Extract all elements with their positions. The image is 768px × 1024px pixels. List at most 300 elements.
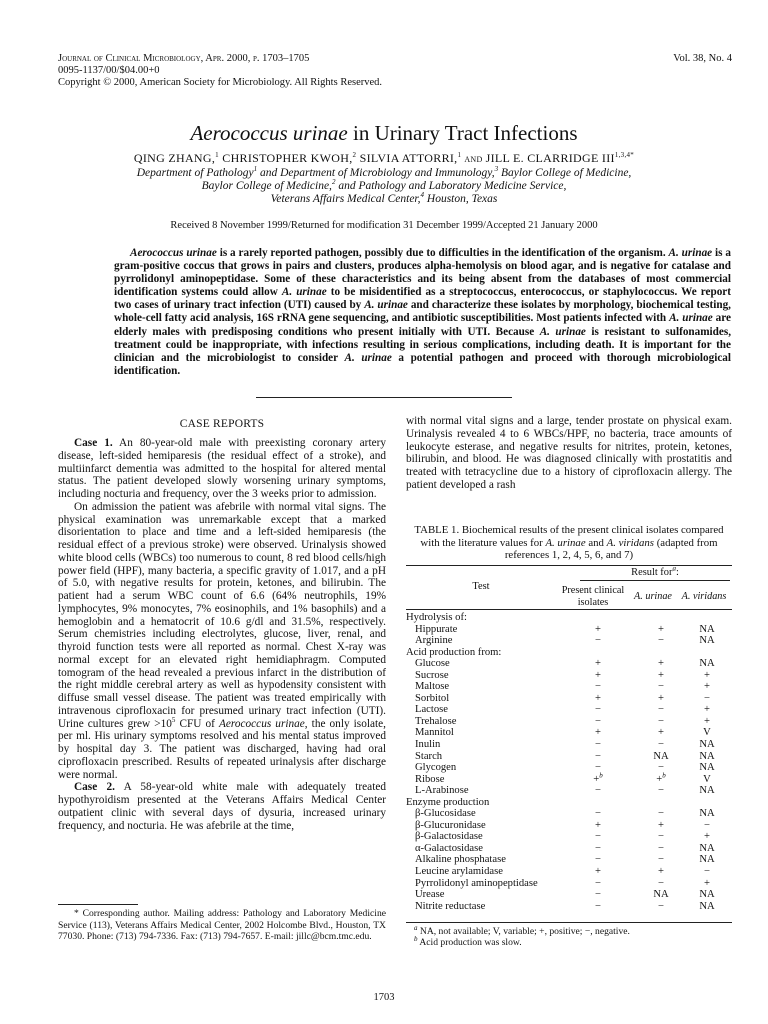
cell-viridans	[682, 878, 732, 890]
cell-urinae	[640, 739, 682, 751]
case-2-label: Case 2.	[74, 781, 115, 794]
cell-test	[406, 670, 556, 682]
affil-sup-4: 4	[420, 191, 425, 200]
cell-test-value: β-Glucosidase	[415, 808, 476, 820]
table-top-rule	[406, 565, 732, 566]
table-row	[406, 751, 732, 763]
cell-present-value: −	[595, 808, 601, 820]
cell-footnote-mark: b	[599, 771, 603, 780]
cell-test	[406, 820, 556, 832]
note-b-mark: b	[414, 934, 418, 943]
cell-urinae-value: +	[658, 727, 664, 739]
table-header-rule	[406, 609, 732, 610]
affil-va: Veterans Affairs Medical Center,	[270, 193, 421, 205]
cell-present	[556, 727, 640, 739]
cell-viridans	[682, 612, 732, 624]
table-group-row	[406, 797, 732, 809]
cell-urinae-value: −	[658, 877, 664, 889]
result-for-note: a	[672, 564, 676, 573]
cell-urinae-value: −	[658, 715, 664, 727]
cell-viridans	[682, 751, 732, 763]
article-title	[0, 121, 768, 146]
cell-urinae	[640, 670, 682, 682]
affil-location: Houston, Texas	[424, 193, 498, 205]
cell-present	[556, 624, 640, 636]
table-row	[406, 635, 732, 647]
abstract-text: is a gram-positive coccus that grows in pairs and clusters, produces alpha-hemolysis on blood agar, and is negative for catalase and pyrrolidonyl aminopeptidase. Some of these characteristics and its being absent from the databases of most commercial identification systems could allow	[114, 247, 731, 299]
table-footnotes	[414, 923, 732, 948]
cell-urinae	[640, 716, 682, 728]
author-2-affil: 2	[352, 151, 357, 159]
author-1-affil: 1	[215, 151, 219, 159]
cell-test-value: Acid production from:	[406, 646, 502, 658]
table-row	[406, 624, 732, 636]
cell-urinae	[640, 693, 682, 705]
cell-urinae	[640, 635, 682, 647]
cell-viridans	[682, 693, 732, 705]
cell-viridans-value: V	[703, 727, 711, 739]
affil-sup-3: 3	[494, 165, 499, 174]
received-dates: Received 8 November 1999/Returned for modification 31 December 1999/Accepted 21 January 2000	[170, 220, 598, 231]
author-and: and	[461, 153, 486, 165]
left-column-text	[58, 437, 386, 832]
journal-line: Journal of Clinical Microbiology, Apr. 2000, p. 1703–1705	[58, 53, 310, 64]
cell-urinae-value: −	[658, 842, 664, 854]
cell-present-value: −	[595, 739, 601, 751]
cell-viridans-value: −	[704, 819, 710, 831]
abstract-organism: A. urinae	[344, 351, 392, 364]
result-for-colon: :	[675, 567, 679, 578]
cell-urinae-value: −	[658, 681, 664, 693]
table-row	[406, 831, 732, 843]
cell-present	[556, 739, 640, 751]
cell-viridans	[682, 889, 732, 901]
col-header-urinae: A. urinae	[634, 591, 672, 602]
cell-test	[406, 808, 556, 820]
journal-citation	[58, 53, 309, 65]
result-for-rule	[580, 580, 730, 581]
caption-text: and	[585, 536, 607, 549]
col-header-test: Test	[472, 581, 490, 592]
table-row	[406, 681, 732, 693]
author-4: JILL E. CLARRIDGE III	[485, 151, 615, 165]
cell-test	[406, 866, 556, 878]
cell-present-value: −	[595, 854, 601, 866]
cell-viridans-value: NA	[699, 658, 715, 670]
cell-test-value: Glycogen	[415, 762, 457, 774]
cell-viridans-value: NA	[699, 889, 715, 901]
cell-viridans-value: +	[704, 669, 710, 681]
cell-viridans	[682, 785, 732, 797]
cell-present	[556, 843, 640, 855]
cell-urinae	[640, 808, 682, 820]
cell-present	[556, 670, 640, 682]
case-1-paragraph	[58, 437, 386, 501]
title-rest: in Urinary Tract Infections	[347, 121, 578, 145]
abstract-organism: A. urinae	[364, 299, 408, 312]
table-row	[406, 762, 732, 774]
cell-test-value: Starch	[415, 750, 443, 762]
case-2-continued: with normal vital signs and a large, tender prostate on physical exam. Urinalysis revealed 4 to 6 WBCs/HPF, no bacteria, trace amounts of leukocyte esterase, and negative results for nitrites, protein, ketones, bilirubin, and blood. He was diagnosed clinically with prostatitis and treated with tetracycline due to a history of ciprofloxacin allergy. The patient developed a rash	[406, 415, 732, 491]
case-2-paragraph	[58, 781, 386, 832]
cell-urinae	[640, 901, 682, 913]
cell-test	[406, 704, 556, 716]
cell-test-value: Leucine arylamidase	[415, 866, 503, 878]
cell-present	[556, 866, 640, 878]
affil-baylor-2: Baylor College of Medicine,	[201, 180, 332, 192]
cell-present-value: +	[593, 773, 600, 785]
author-3-affil: 1	[457, 151, 462, 159]
cell-present	[556, 635, 640, 647]
cell-present	[556, 889, 640, 901]
cell-urinae	[640, 771, 682, 786]
table-note-b	[414, 934, 732, 949]
author-list	[0, 151, 768, 166]
cell-present-value: −	[595, 877, 601, 889]
abstract-text: is resistant to sulfonamides, treatment could be inappropriate, with infections resulting in serious complications, including death. It is important for the clinician and the microbiologist to consider	[114, 325, 732, 364]
cell-present	[556, 771, 640, 786]
author-3: SILVIA ATTORRI,	[356, 151, 458, 165]
cell-test-value: β-Glucuronidase	[415, 819, 486, 831]
cell-test	[406, 843, 556, 855]
cell-present	[556, 681, 640, 693]
admission-text: CFU of	[175, 717, 219, 730]
cell-present	[556, 808, 640, 820]
affiliation-line-2	[0, 180, 768, 193]
cell-viridans-value: −	[704, 692, 710, 704]
cell-present	[556, 878, 640, 890]
section-heading: CASE REPORTS	[179, 418, 265, 430]
cell-viridans-value: +	[704, 831, 710, 843]
cell-test-value: Pyrrolidonyl aminopeptidase	[415, 877, 538, 889]
cell-present-value: −	[595, 889, 601, 901]
cell-urinae	[640, 866, 682, 878]
cell-urinae	[640, 681, 682, 693]
cell-urinae	[640, 843, 682, 855]
cell-urinae-value: −	[658, 831, 664, 843]
cell-viridans	[682, 774, 732, 786]
cell-present	[556, 797, 640, 809]
cell-urinae-value: −	[658, 635, 664, 647]
cell-urinae	[640, 647, 682, 659]
cell-test	[406, 831, 556, 843]
cell-urinae-value: +	[656, 773, 663, 785]
cell-viridans-value: +	[704, 715, 710, 727]
cell-urinae-value: −	[658, 900, 664, 912]
affiliations	[0, 167, 768, 206]
affil-microbiology: and Department of Microbiology and Immunology,	[257, 167, 495, 179]
table-row	[406, 878, 732, 890]
cell-viridans-value: NA	[699, 739, 715, 751]
cell-test	[406, 901, 556, 913]
cell-test-value: Mannitol	[415, 727, 454, 739]
cell-viridans-value: NA	[699, 854, 715, 866]
cell-test-value: Nitrite reductase	[415, 900, 486, 912]
cell-present-value: +	[595, 658, 601, 670]
cell-viridans	[682, 797, 732, 809]
cell-test-value: Urease	[415, 889, 445, 901]
cell-viridans-value: NA	[699, 808, 715, 820]
abstract	[114, 247, 731, 378]
cell-urinae-value: +	[658, 819, 664, 831]
cell-test	[406, 751, 556, 763]
cell-urinae	[640, 889, 682, 901]
cell-viridans	[682, 843, 732, 855]
author-4-affil: 1,3,4*	[614, 151, 635, 159]
cell-present-value: +	[595, 623, 601, 635]
page-number: 1703	[373, 992, 395, 1003]
table-row	[406, 808, 732, 820]
cell-urinae-value: −	[658, 704, 664, 716]
note-a-text: NA, not available; V, variable; +, positive; −, negative.	[417, 926, 630, 937]
cell-test	[406, 727, 556, 739]
table-row	[406, 716, 732, 728]
cell-urinae-value: −	[658, 854, 664, 866]
cell-present-value: −	[595, 704, 601, 716]
table-body	[406, 612, 732, 912]
cell-viridans	[682, 647, 732, 659]
caption-text: (adapted from references 1, 2, 4, 5, 6, and 7)	[504, 536, 718, 562]
admission-paragraph	[58, 501, 386, 782]
cell-present	[556, 612, 640, 624]
cell-viridans	[682, 820, 732, 832]
cell-viridans	[682, 670, 732, 682]
cell-viridans	[682, 727, 732, 739]
cell-present-value: −	[595, 635, 601, 647]
table-bottom-rule	[406, 922, 732, 923]
affil-sup-2: 2	[331, 178, 336, 187]
table-row	[406, 889, 732, 901]
cell-viridans	[682, 658, 732, 670]
cell-viridans	[682, 808, 732, 820]
section-divider	[256, 397, 512, 398]
cell-urinae	[640, 658, 682, 670]
cell-present-value: +	[595, 669, 601, 681]
cell-test-value: Arginine	[415, 635, 453, 647]
cell-viridans	[682, 866, 732, 878]
cell-urinae	[640, 751, 682, 763]
table-row	[406, 854, 732, 866]
cell-test	[406, 889, 556, 901]
cell-urinae	[640, 612, 682, 624]
table-row	[406, 843, 732, 855]
cell-urinae	[640, 785, 682, 797]
table-group-row	[406, 612, 732, 624]
cell-test-value: Hydrolysis of:	[406, 612, 467, 623]
abstract-text: and characterize these isolates by morphology, biochemical testing, whole-cell fatty acid analysis, 16S rRNA gene sequencing, and antibiotic susceptibilities. Most patients infected with	[114, 299, 731, 325]
caption-organism: A. urinae	[545, 536, 586, 549]
cell-urinae-value: +	[658, 623, 664, 635]
cell-viridans	[682, 901, 732, 913]
cell-viridans-value: NA	[699, 900, 715, 912]
abstract-text: are elderly males with predisposing conditions who present initially with UTI. Because	[114, 312, 731, 338]
cell-test-value: L-Arabinose	[415, 785, 469, 797]
cell-present	[556, 658, 640, 670]
table-row	[406, 785, 732, 797]
cell-urinae-value: −	[658, 739, 664, 751]
cell-urinae-value: −	[658, 785, 664, 797]
issn-code: 0095-1137/00/$04.00+0	[58, 65, 160, 76]
cell-test-value: Maltose	[415, 681, 450, 693]
cell-urinae-value: −	[658, 762, 664, 774]
cell-viridans-value: −	[704, 866, 710, 878]
cell-present	[556, 704, 640, 716]
cell-present	[556, 854, 640, 866]
title-organism: Aerococcus urinae	[190, 121, 348, 145]
affil-sup-1: 1	[253, 165, 258, 174]
table-row	[406, 901, 732, 913]
cell-test	[406, 658, 556, 670]
cell-present-value: +	[595, 819, 601, 831]
cell-test-value: α-Galactosidase	[415, 842, 483, 854]
cell-present-value: −	[595, 762, 601, 774]
author-2: CHRISTOPHER KWOH,	[218, 151, 353, 165]
cell-viridans	[682, 762, 732, 774]
table-row	[406, 866, 732, 878]
cell-present-value: +	[595, 727, 601, 739]
table-row	[406, 693, 732, 705]
cell-test	[406, 716, 556, 728]
cell-urinae-value: +	[658, 692, 664, 704]
cell-viridans	[682, 704, 732, 716]
cell-test-value: Glucose	[415, 658, 450, 670]
cell-viridans-value: NA	[699, 762, 715, 774]
cell-test-value: Hippurate	[415, 623, 458, 635]
cell-urinae	[640, 762, 682, 774]
right-column-text	[406, 415, 732, 492]
cell-urinae	[640, 727, 682, 739]
col-header-present: Present clinical isolates	[561, 585, 625, 608]
cell-viridans-value: NA	[699, 635, 715, 647]
cell-viridans-value: NA	[699, 785, 715, 797]
cell-viridans-value: NA	[699, 842, 715, 854]
caption-organism: A. viridans	[606, 536, 655, 549]
cell-urinae-value: NA	[653, 750, 669, 762]
cell-present	[556, 785, 640, 797]
cell-test	[406, 774, 556, 786]
cfu-exponent: 5	[171, 715, 176, 724]
cell-viridans	[682, 831, 732, 843]
cell-urinae-value: −	[658, 808, 664, 820]
caption-text: TABLE 1. Biochemical results of the present clinical isolates compared with the literature values for	[414, 524, 724, 549]
table-row	[406, 658, 732, 670]
cell-viridans	[682, 739, 732, 751]
cell-test-value: Sorbitol	[415, 692, 450, 704]
cell-test	[406, 762, 556, 774]
cell-present	[556, 901, 640, 913]
author-1: QING ZHANG,	[133, 151, 216, 165]
volume-issue: Vol. 38, No. 4	[673, 53, 732, 64]
cell-present	[556, 820, 640, 832]
cell-test	[406, 785, 556, 797]
cell-viridans-value: +	[704, 877, 710, 889]
cell-test-value: Lactose	[415, 704, 448, 716]
note-a-mark: a	[414, 923, 418, 932]
cell-viridans	[682, 624, 732, 636]
cell-viridans	[682, 681, 732, 693]
cell-test	[406, 693, 556, 705]
cell-urinae-value: +	[658, 866, 664, 878]
cell-urinae-value: +	[658, 658, 664, 670]
cell-present-value: −	[595, 900, 601, 912]
affil-plms: and Pathology and Laboratory Medicine Service,	[335, 180, 567, 192]
cell-test-value: Alkaline phosphatase	[415, 854, 506, 866]
table-row	[406, 820, 732, 832]
cell-test-value: β-Galactosidase	[415, 831, 483, 843]
cell-viridans-value: +	[704, 681, 710, 693]
cell-present-value: +	[595, 866, 601, 878]
cell-viridans-value: V	[703, 773, 711, 785]
cell-urinae	[640, 831, 682, 843]
cell-test	[406, 797, 556, 809]
abstract-organism: A. urinae	[668, 247, 713, 259]
cell-present-value: −	[595, 831, 601, 843]
affiliation-line-1	[0, 167, 768, 180]
corresponding-author-footnote: * Corresponding author. Mailing address: Pathology and Laboratory Medicine Service (113), Veterans Affairs Medical Center, 2002 Holcombe Blvd., Houston, TX 77030. Phone: (713) 794-7336. Fax: (713) 794-7657. E-mail: jillc@bcm.tmc.edu.	[58, 908, 386, 942]
affil-pathology: Department of Pathology	[136, 167, 254, 179]
cell-urinae	[640, 624, 682, 636]
cell-present	[556, 693, 640, 705]
cell-urinae	[640, 854, 682, 866]
col-header-viridans: A. viridans	[681, 591, 727, 602]
table-group-row	[406, 647, 732, 659]
cell-test	[406, 854, 556, 866]
table-row	[406, 727, 732, 739]
cell-test	[406, 739, 556, 751]
abstract-text: is a rarely reported pathogen, possibly due to difficulties in the identification of the organism.	[216, 247, 669, 259]
result-for-label: Result for	[631, 567, 673, 578]
admission-text: , the only isolate, per ml. His urinary symptoms resolved and his mental status improved by hospital day 3. The patient was discharged, having had oral ciprofloxacin prescribed. Results of repeated urinalysis after discharge were normal.	[58, 717, 386, 781]
case-1-label: Case 1.	[74, 437, 113, 449]
cell-present	[556, 762, 640, 774]
case-1-text: An 80-year-old male with preexisting coronary artery disease, left-sided hemiparesis (the residual effect of a stroke), and multiinfarct dementia was admitted to the hospital for altered mental status. The patient developed slowly worsening urinary symptoms, including nocturia and frequency, over the 3 weeks prior to admission.	[58, 437, 387, 500]
cell-test	[406, 647, 556, 659]
organism-name: Aerococcus urinae	[218, 717, 305, 730]
abstract-organism: A. urinae	[669, 312, 713, 325]
cell-present-value: −	[595, 681, 601, 693]
cell-present	[556, 751, 640, 763]
cell-viridans	[682, 716, 732, 728]
cell-test	[406, 624, 556, 636]
table-caption	[414, 524, 724, 562]
abstract-organism: A. urinae	[539, 325, 586, 338]
copyright-line: Copyright © 2000, American Society for Microbiology. All Rights Reserved.	[58, 77, 383, 88]
table-row	[406, 704, 732, 716]
cell-urinae	[640, 878, 682, 890]
abstract-text: a potential pathogen and proceed with thorough microbiological identification.	[114, 351, 731, 377]
cell-test-value: Trehalose	[415, 715, 457, 727]
admission-text: On admission the patient was afebrile with normal vital signs. The physical examination was unremarkable except that a marked disorientation to place and time and a left-sided hemiparesis (the residual effect of a previous stroke) were observed. Urinalysis showed white blood cells (WBCs) too numerous to count, 8 red blood cells/high power field (HPF), many bacteria, a specific gravity of 1.017, and a pH of 5.0, with negative results for protein, ketones, and bilirubin. The patient had a serum WBC count of 6.6 (64% neutrophils, 19% lymphocytes, 9% monocytes, 7% eosinophils, and 1% basophils) and a hemoglobin and a hematocrit of 10.6 g/dl and 31.5%, respectively. Serum chemistries including electrolytes, glucose, liver, renal, and thyroid function tests were all reported as normal. Chest X-ray was normal except for an elevated right hemidiaphragm. Computed tomogram of the head revealed a previous infarct in the distribution of the right middle cerebral artery as well as hypodensity consistent with diffuse small vessel disease. The patient was treated empirically with intravenous ciprofloxacin for presumed urinary tract infection (UTI). Urine cultures grew >10	[58, 500, 386, 730]
cell-present	[556, 716, 640, 728]
result-for-header	[580, 564, 730, 578]
cell-urinae	[640, 797, 682, 809]
cell-urinae-value: NA	[653, 889, 669, 901]
table-row	[406, 739, 732, 751]
cell-viridans-value: +	[704, 704, 710, 716]
cell-present	[556, 831, 640, 843]
cell-present-value: −	[595, 750, 601, 762]
cell-test-value: Inulin	[415, 739, 441, 751]
table-row	[406, 774, 732, 786]
cell-test-value: Enzyme production	[406, 796, 490, 808]
cell-present-value: −	[595, 842, 601, 854]
biochemical-table	[406, 612, 732, 912]
affil-baylor-1: Baylor College of Medicine,	[498, 167, 632, 179]
cell-viridans-value: NA	[699, 623, 715, 635]
cell-test	[406, 635, 556, 647]
cell-footnote-mark: b	[662, 771, 666, 780]
cell-viridans-value: NA	[699, 750, 715, 762]
